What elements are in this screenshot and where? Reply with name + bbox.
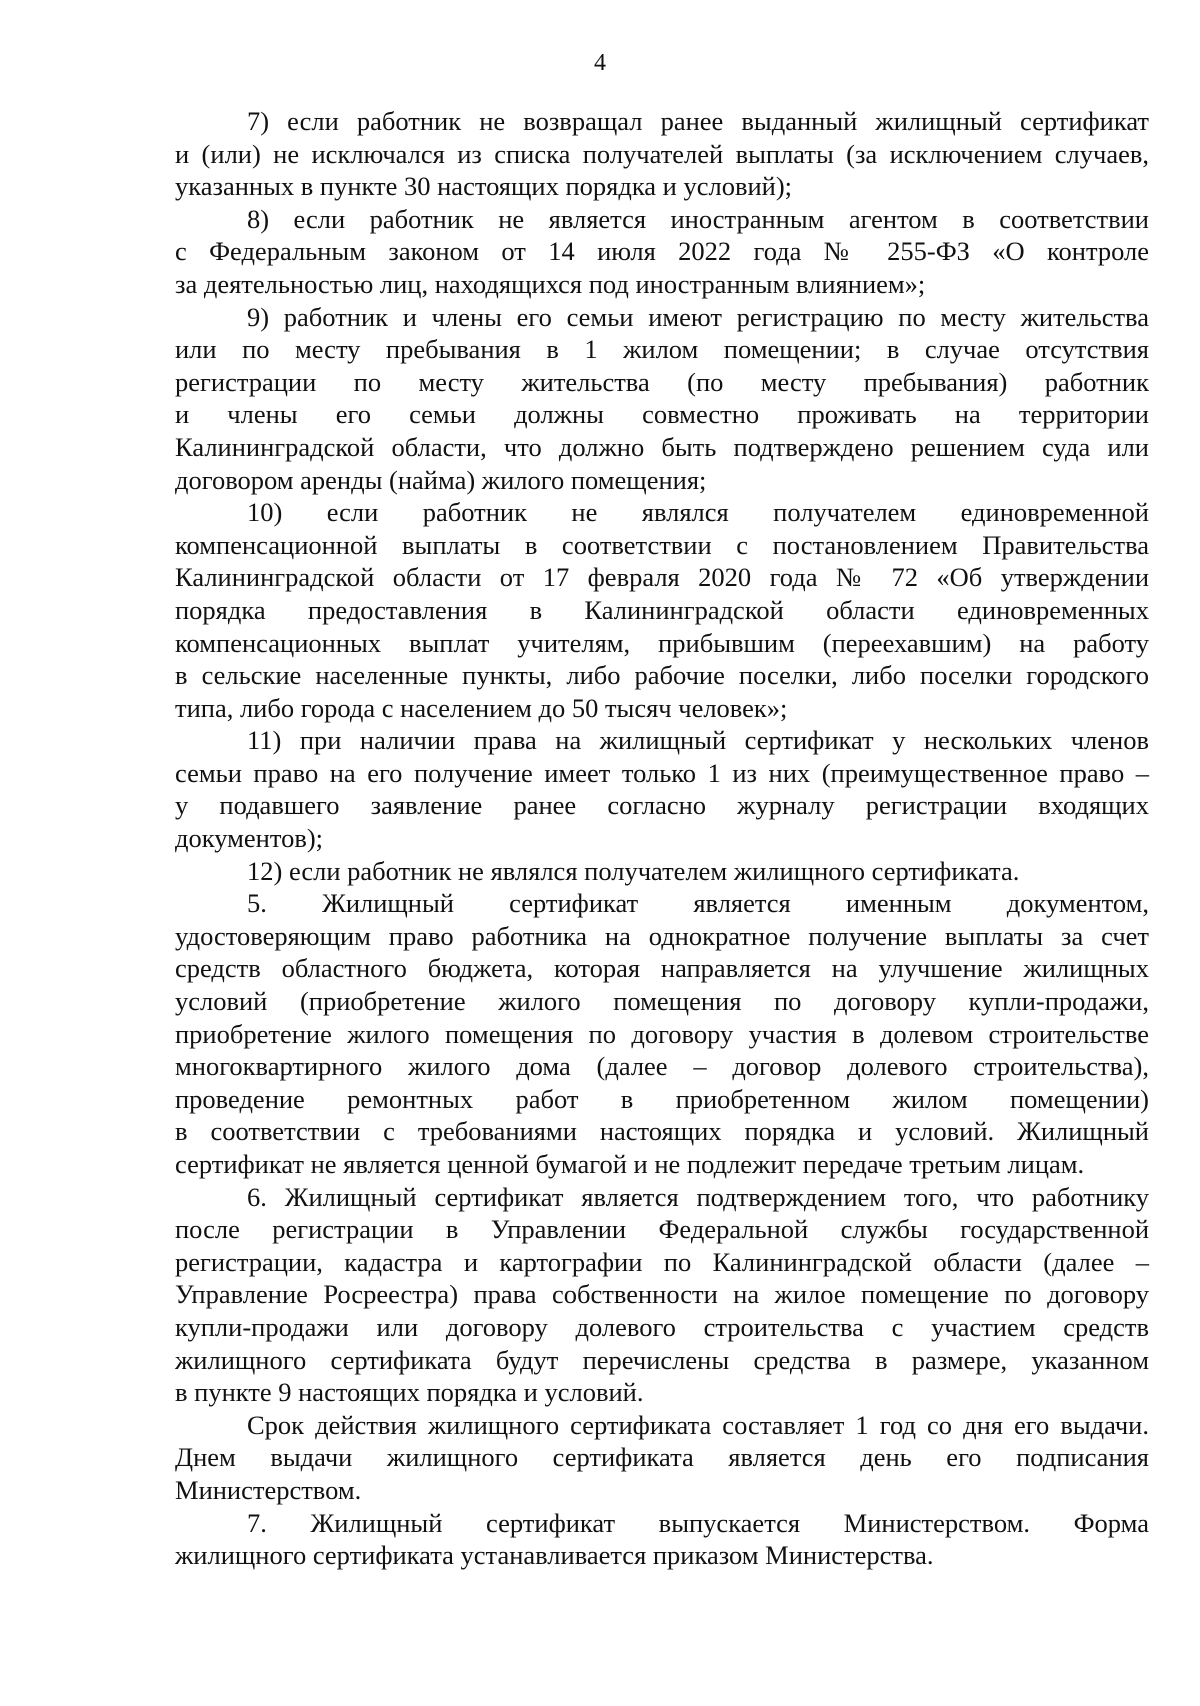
text-line: за деятельностью лиц, находящихся под иностранным влиянием»; (175, 268, 926, 299)
text-line: с Федеральным законом от 14 июля 2022 года № 255-ФЗ «О контроле (175, 236, 1149, 267)
text-line: типа, либо города с населением до 50 тысяч человек»; (175, 692, 788, 723)
text-line: многоквартирного жилого дома (далее – договор долевого строительства), (175, 1051, 1149, 1082)
paragraph-item-12 (175, 855, 1149, 888)
text-line: Управление Росреестра) права собственности на жилое помещение по договору (175, 1279, 1149, 1310)
text-line: 5. Жилищный сертификат является именным документом, (247, 888, 1149, 919)
text-line: 10) если работник не являлся получателем единовременной (247, 497, 1149, 528)
text-line: компенсационной выплаты в соответствии с постановлением Правительства (175, 529, 1149, 560)
text-line: купли-продажи или договору долевого строительства с участием средств (175, 1311, 1149, 1342)
paragraph-item-10 (175, 496, 1149, 724)
text-line: 11) при наличии права на жилищный сертификат у нескольких членов (247, 725, 1149, 756)
text-line: Калининградской области, что должно быть подтверждено решением суда или (175, 431, 1149, 462)
text-line: 7) если работник не возвращал ранее выданный жилищный сертификат (247, 106, 1149, 136)
text-line: жилищного сертификата устанавливается приказом Министерства. (175, 1540, 934, 1571)
text-line: семьи право на его получение имеет только 1 из них (преимущественное право – (175, 757, 1149, 788)
text-line: 6. Жилищный сертификат является подтверждением того, что работнику (247, 1181, 1149, 1212)
text-line: жилищного сертификата будут перечислены средства в размере, указанном (175, 1344, 1149, 1375)
text-line: документов); (175, 823, 324, 854)
text-line: в сельские населенные пункты, либо рабочие поселки, либо поселки городского (175, 660, 1149, 691)
text-line: 12) если работник не являлся получателем жилищного сертификата. (247, 855, 1020, 886)
text-line: Днем выдачи жилищного сертификата является день его подписания (175, 1442, 1149, 1473)
page-number: 4 (594, 50, 606, 76)
text-line: условий (приобретение жилого помещения по договору купли-продажи, (175, 986, 1149, 1017)
text-line: 8) если работник не является иностранным агентом в соответствии (247, 203, 1149, 234)
paragraph-clause-5 (175, 887, 1149, 1180)
text-line: указанных в пункте 30 настоящих порядка и условий); (175, 171, 793, 202)
paragraph-item-7 (175, 105, 1149, 203)
paragraph-item-8 (175, 203, 1149, 301)
text-line: 9) работник и члены его семьи имеют регистрацию по месту жительства (247, 301, 1149, 332)
text-line: удостоверяющим право работника на однократное получение выплаты за счет (175, 920, 1149, 951)
paragraph-validity (175, 1409, 1149, 1507)
text-line: компенсационных выплат учителям, прибывшим (переехавшим) на работу (175, 627, 1149, 658)
text-line: регистрации, кадастра и картографии по Калининградской области (далее – (175, 1246, 1149, 1277)
text-line: проведение ремонтных работ в приобретенном жилом помещении) (175, 1083, 1149, 1114)
text-line: приобретение жилого помещения по договору участия в долевом строительстве (175, 1018, 1149, 1049)
text-line: после регистрации в Управлении Федеральной службы государственной (175, 1214, 1149, 1245)
text-line: сертификат не является ценной бумагой и не подлежит передаче третьим лицам. (175, 1149, 1085, 1179)
paragraph-item-9 (175, 301, 1149, 497)
text-line: Министерством. (175, 1474, 362, 1505)
text-line: в соответствии с требованиями настоящих порядка и условий. Жилищный (175, 1116, 1149, 1147)
document-body (175, 105, 1149, 1572)
paragraph-clause-6 (175, 1181, 1149, 1409)
paragraph-item-11 (175, 724, 1149, 854)
text-line: Срок действия жилищного сертификата составляет 1 год со дня его выдачи. (247, 1409, 1149, 1440)
text-line: у подавшего заявление ранее согласно журналу регистрации входящих (175, 790, 1149, 821)
text-line: средств областного бюджета, которая направляется на улучшение жилищных (175, 953, 1149, 984)
paragraph-clause-7 (175, 1507, 1149, 1572)
text-line: договором аренды (найма) жилого помещения; (175, 464, 707, 495)
text-line: или по месту пребывания в 1 жилом помещении; в случае отсутствия (175, 334, 1149, 365)
text-line: регистрации по месту жительства (по месту пребывания) работник (175, 366, 1149, 397)
text-line: 7. Жилищный сертификат выпускается Министерством. Форма (247, 1507, 1149, 1538)
text-line: и (или) не исключался из списка получателей выплаты (за исключением случаев, (175, 138, 1149, 169)
text-line: в пункте 9 настоящих порядка и условий. (175, 1377, 644, 1408)
text-line: Калининградской области от 17 февраля 2020 года № 72 «Об утверждении (175, 562, 1149, 593)
text-line: и члены его семьи должны совместно проживать на территории (175, 399, 1149, 430)
text-line: порядка предоставления в Калининградской области единовременных (175, 594, 1149, 625)
